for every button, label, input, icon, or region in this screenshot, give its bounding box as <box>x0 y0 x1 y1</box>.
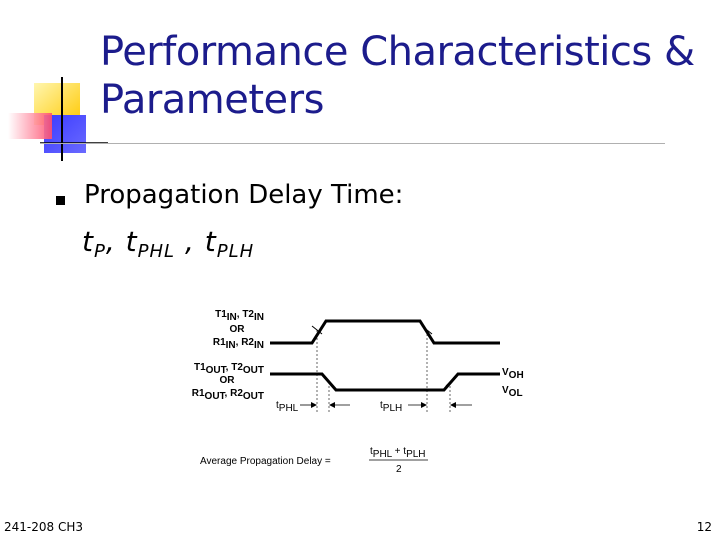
input-label-or: OR <box>229 324 245 335</box>
input-label-line1: T1IN, T2IN <box>215 309 264 323</box>
slide-title <box>100 28 695 124</box>
avg-delay-label: Average Propagation Delay = <box>200 456 331 467</box>
output-fall-marker <box>324 376 332 386</box>
input-label-line2: R1IN, R2IN <box>212 337 264 351</box>
voh-label: VOH <box>502 367 524 381</box>
bullet-text: Propagation Delay Time: <box>84 180 404 210</box>
tplh-arrowhead-left <box>421 402 427 408</box>
footer-course-code: 241-208 CH3 <box>4 520 83 534</box>
input-waveform <box>270 321 500 343</box>
formula-sep: , t <box>175 225 217 258</box>
output-label-line2: R1OUT, R2OUT <box>191 388 264 402</box>
formula-sub-phl: PHL <box>137 241 176 262</box>
formula-sep: , t <box>105 225 138 258</box>
output-waveform <box>270 374 500 390</box>
tplh-label: tPLH <box>380 400 403 414</box>
output-label-line1: T1OUT, T2OUT <box>193 362 264 376</box>
tphl-arrowhead-right <box>329 402 335 408</box>
tphl-label: tPHL <box>276 400 299 414</box>
formula-sub-p: P <box>93 241 106 262</box>
title-line-2: Parameters <box>100 77 324 123</box>
avg-delay-denominator: 2 <box>396 464 402 475</box>
delay-symbols <box>82 225 254 262</box>
slide-logo <box>0 75 110 165</box>
timing-diagram <box>180 300 540 480</box>
title-divider <box>40 143 665 144</box>
tplh-arrowhead-right <box>450 402 456 408</box>
avg-delay-numerator: tPHL + tPLH <box>370 446 426 460</box>
output-label-or: OR <box>219 375 235 386</box>
formula-t: t <box>82 225 94 258</box>
vol-label: VOL <box>502 385 523 399</box>
slide-page-number: 12 <box>696 520 712 534</box>
title-line-1: Performance Characteristics & <box>100 29 695 75</box>
tphl-arrowhead-left <box>311 402 317 408</box>
bullet-square-icon <box>56 196 65 205</box>
formula-sub-plh: PLH <box>216 241 255 262</box>
logo-red-bar <box>8 113 52 139</box>
